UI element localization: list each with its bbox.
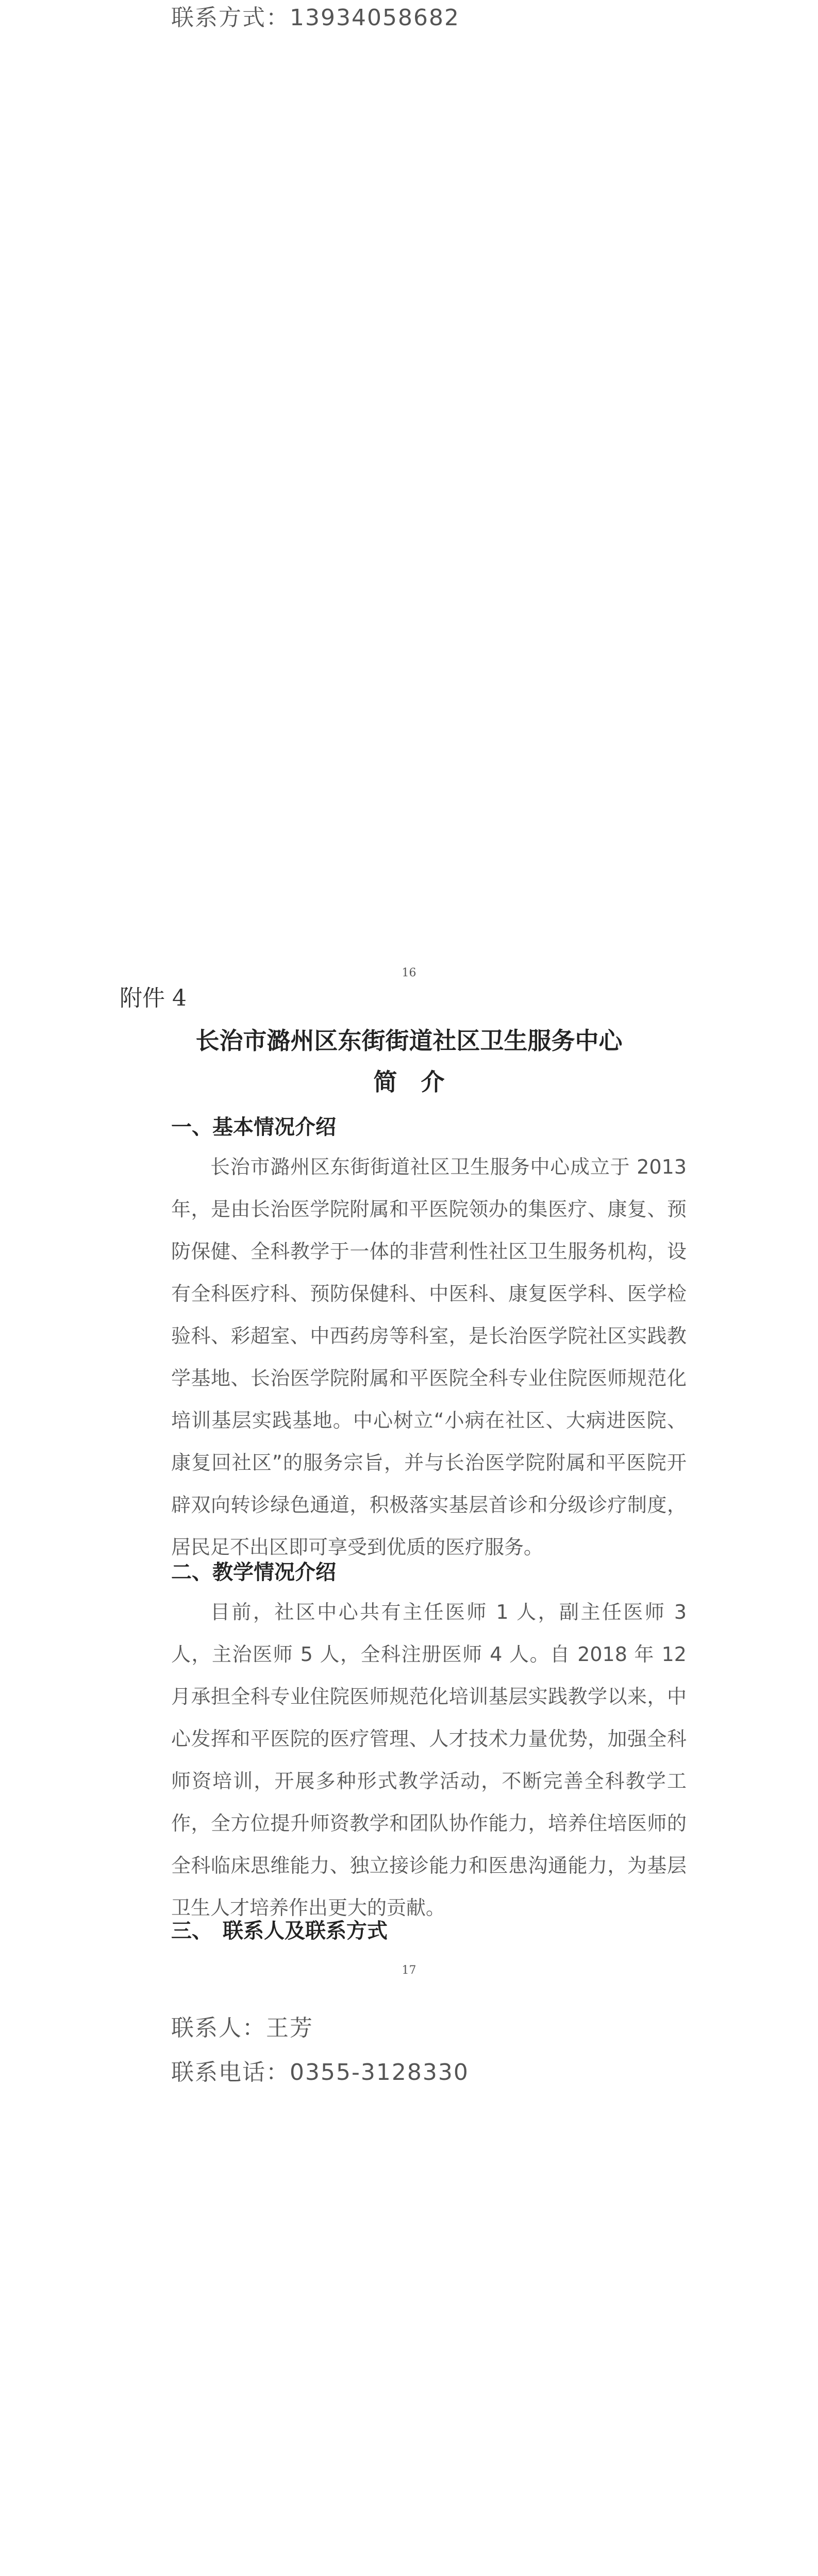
section-paragraph-basic-info: 长治市潞州区东街街道社区卫生服务中心成立于 2013 年，是由长治医学院附属和平医院领办的集医疗、康复、预防保健、全科教学于一体的非营利性社区卫生服务机构，设有全科医疗科、预防保健科、中医科、康复医学科、医学检验科、彩超室、中西药房等科室，是长治医学院社区实践教学基地、长治医学院附属和平医院全科专业住院医师规范化培训基层实践基地。中心树立“小病在社区、大病进医院、康复回社区”的服务宗旨，并与长治医学院附属和平医院开辟双向转诊绿色通道，积极落实基层首诊和分级诊疗制度，居民足不出区即可享受到优质的医疗服务。 bbox=[171, 1156, 687, 1558]
section-heading-basic-info: 一、基本情况介绍 bbox=[171, 1115, 336, 1139]
contact-person-line: 联系人：王芳 bbox=[171, 2015, 313, 2041]
page-16 bbox=[0, 0, 818, 979]
section-heading-teaching-info: 二、教学情况介绍 bbox=[171, 1561, 336, 1584]
page-number: 16 bbox=[402, 967, 416, 979]
section-heading-contact: 三、 联系人及联系方式 bbox=[171, 1919, 388, 1943]
document-title-line-2: 简 介 bbox=[373, 1068, 445, 1096]
contact-method-line: 联系方式：13934058682 bbox=[171, 5, 460, 31]
section-paragraph-teaching-info: 目前，社区中心共有主任医师 1 人，副主任医师 3 人，主治医师 5 人，全科注册医师 4 人。自 2018 年 12 月承担全科专业住院医师规范化培训基层实践教学以来，中心发挥和平医院的医疗管理、人才技术力量优势，加强全科师资培训，开展多种形式教学活动，不断完善全科教学工作，全方位提升师资教学和团队协作能力，培养住培医师的全科临床思维能力、独立接诊能力和医患沟通能力，为基层卫生人才培养作出更大的贡献。 bbox=[171, 1601, 687, 1919]
contact-phone-line: 联系电话：0355-3128330 bbox=[171, 2059, 469, 2086]
page-number: 17 bbox=[402, 1964, 416, 1977]
document-title-line-1: 长治市潞州区东街街道社区卫生服务中心 bbox=[195, 1027, 623, 1055]
attachment-label: 附件 4 bbox=[120, 985, 187, 1011]
